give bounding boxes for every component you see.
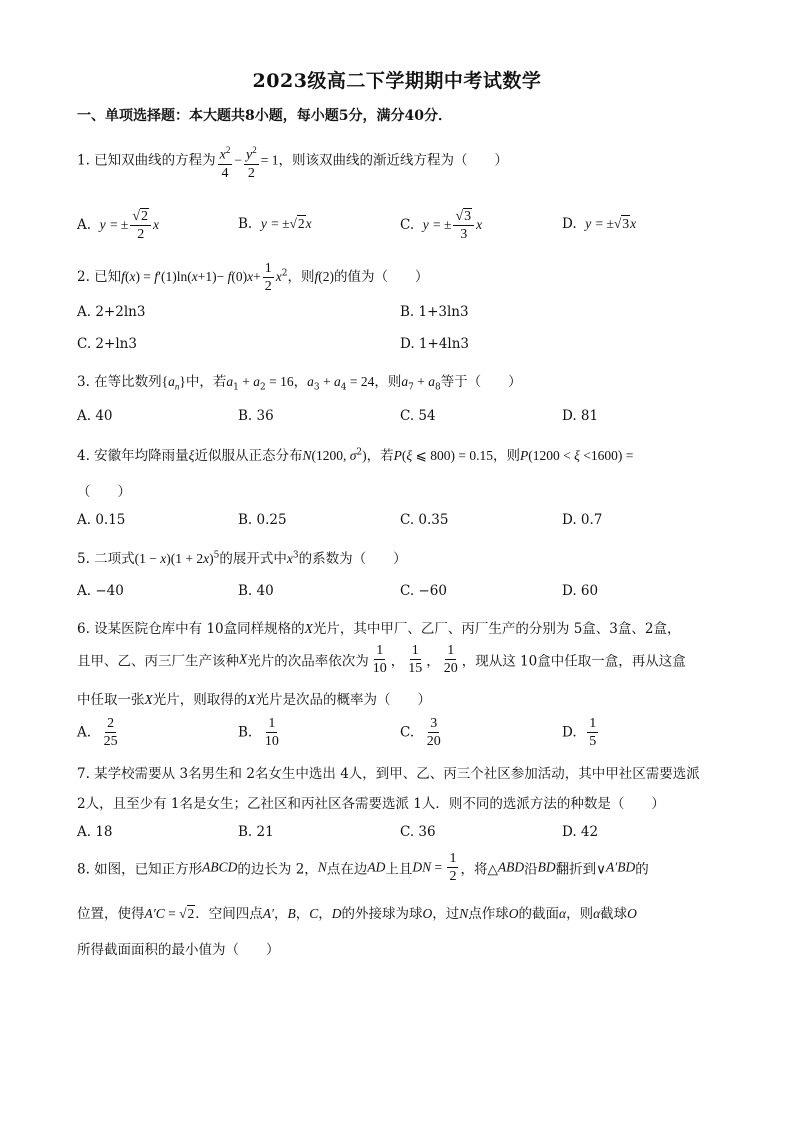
q6-option-a: A. $\frac{2}{25}$ <box>77 716 118 749</box>
q5-option-b: B. 40 <box>238 583 274 599</box>
q3-option-c: C. 54 <box>400 408 436 424</box>
q3-option-b: B. 36 <box>238 408 274 424</box>
question-4: 4. 安徽年均降雨量ξ近似服从正态分布N(1200, $\sigma^2$)，若P(ξ ⩽ 800) = 0.15，则P(1200 < ξ <1600) = <box>77 447 634 464</box>
q2-option-c: C. 2+ln3 <box>77 336 137 352</box>
q4-option-a: A. 0.15 <box>77 512 126 528</box>
question-1: 1. 已知双曲线的方程为 $\frac{x^2}{4}$ − $\frac{y^2}{2}$ = 1，则该双曲线的渐近线方程为（ ） <box>77 142 508 182</box>
q6-option-c: C. $\frac{3}{20}$ <box>400 716 441 749</box>
q2-option-d: D. 1+4ln3 <box>400 336 470 352</box>
question-5: 5. 二项式$(1 - x)(1 + 2x)^5$的展开式中$x^3$的系数为（ ） <box>77 550 407 567</box>
q7-option-c: C. 36 <box>400 824 436 840</box>
q1-option-b: B. y = ±√2x <box>238 216 312 232</box>
q1-option-a: A. y = ± $\frac{√2}{2}$ x <box>77 209 160 242</box>
q2-option-a: A. 2+2ln3 <box>77 304 146 320</box>
question-6-line-3: 中任取一张X光片，则取得的X光片是次品的概率为（ ） <box>77 692 431 708</box>
q3-option-d: D. 81 <box>562 408 599 424</box>
q4-option-b: B. 0.25 <box>238 512 287 528</box>
question-3: 3. 在等比数列$\{a_n\}$中，若$a_1 + a_2 = 16$，$a_3 + a_4 = 24$，则$a_7 + a_8$等于（ ） <box>77 374 522 393</box>
q5-option-c: C. −60 <box>400 583 447 599</box>
page-title: 2023级高二下学期期中考试数学 <box>252 70 542 92</box>
question-8-line-1: 8. 如图，已知正方形ABCD的边长为 2，N点在边AD上且DN = $\frac{1}{2}$ ，将△ABD沿BD翻折到∨A′BD的 <box>77 851 649 884</box>
section-heading: 一、单项选择题：本大题共8小题，每小题5分，满分40分． <box>77 108 452 124</box>
q3-option-a: A. 40 <box>77 408 113 424</box>
question-8-line-2: 位置，使得A′C = √2．空间四点A′，B，C，D的外接球为球O，过N点作球O的截面α，则α截球O <box>77 906 637 922</box>
q6-option-b: B. $\frac{1}{10}$ <box>238 716 279 749</box>
q7-option-a: A. 18 <box>77 824 113 840</box>
question-2: 2. 已知f(x) = f′(1)ln(x+1)− f(0)x+ $\frac{1}{2}$ $x^2$，则f(2)的值为（ ） <box>77 261 429 294</box>
question-4-blank: （ ） <box>77 484 131 500</box>
q1-option-d: D. y = ±√3x <box>562 216 637 232</box>
q7-option-d: D. 42 <box>562 824 599 840</box>
question-6-line-2: 且甲、乙、丙三厂生产该种X光片的次品率依次为 $\frac{1}{10}$ ， $\frac{1}{15}$ ， $\frac{1}{20}$ ，现从这 10盒中任取一盒，再从这盒 <box>77 643 686 676</box>
q6-option-d: D. $\frac{1}{5}$ <box>562 716 597 749</box>
question-6-line-1: 6. 设某医院仓库中有 10盒同样规格的X光片，其中甲厂、乙厂、丙厂生产的分别为 5盒、3盒、2盒， <box>77 621 681 637</box>
formula: $\frac{x^2}{4}$ <box>218 142 233 182</box>
question-7-line-2: 2人，且至少有 1名是女生；乙社区和丙社区各需要选派 1人．则不同的选派方法的种数是（ ） <box>77 796 665 812</box>
q7-option-b: B. 21 <box>238 824 274 840</box>
question-7-line-1: 7. 某学校需要从 3名男生和 2名女生中选出 4人，到甲、乙、丙三个社区参加活动，其中甲社区需要选派 <box>77 766 700 782</box>
q5-option-d: D. 60 <box>562 583 599 599</box>
question-8-line-3: 所得截面面积的最小值为（ ） <box>77 942 280 958</box>
q2-option-b: B. 1+3ln3 <box>400 304 469 320</box>
q1-option-c: C. y = ± $\frac{√3}{3}$ x <box>400 209 483 242</box>
q4-option-c: C. 0.35 <box>400 512 449 528</box>
q5-option-a: A. −40 <box>77 583 124 599</box>
q4-option-d: D. 0.7 <box>562 512 603 528</box>
